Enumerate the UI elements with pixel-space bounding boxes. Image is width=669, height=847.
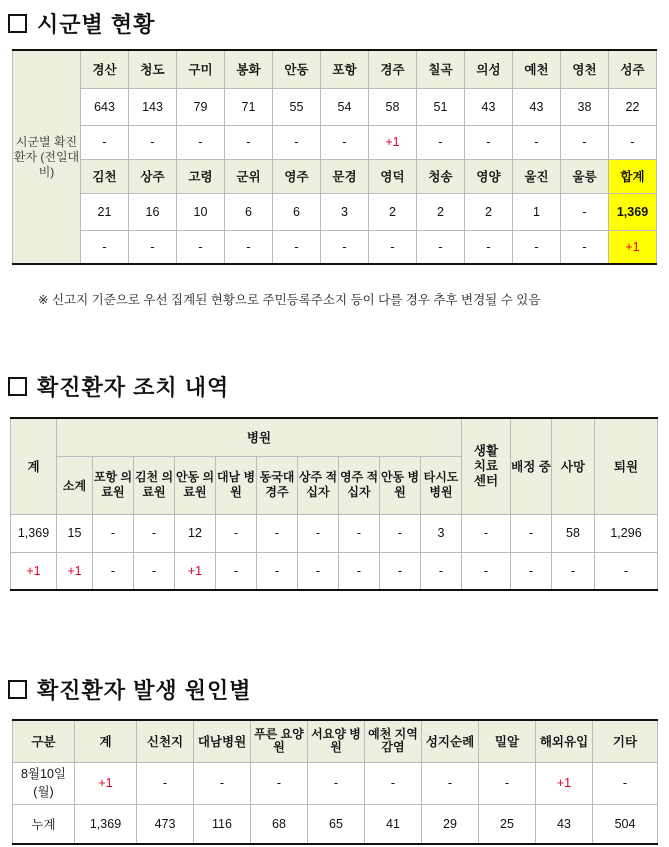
city-name: 의성 bbox=[465, 50, 513, 88]
measure-cell: - bbox=[216, 514, 257, 552]
cause-cell: +1 bbox=[536, 762, 593, 804]
city-total: 71 bbox=[225, 88, 273, 125]
header-life-center: 생활 치료 센터 bbox=[462, 418, 511, 514]
header-hospital-sub: 영주 적십자 bbox=[339, 456, 380, 514]
row-label-cumulative: 누계 bbox=[13, 804, 75, 844]
header-hospital-sub: 김천 의료원 bbox=[134, 456, 175, 514]
measure-change: - bbox=[298, 552, 339, 590]
city-total: 2 bbox=[417, 193, 465, 230]
city-total: 55 bbox=[273, 88, 321, 125]
city-total: 2 bbox=[369, 193, 417, 230]
cause-header: 푸른 요양원 bbox=[251, 720, 308, 762]
header-hospital-sub: 대남 병원 bbox=[216, 456, 257, 514]
city-name: 경산 bbox=[81, 50, 129, 88]
header-subtotal: 소계 bbox=[57, 456, 93, 514]
city-name: 영양 bbox=[465, 159, 513, 193]
side-label: 시군별 확진환자 (전일대비) bbox=[13, 50, 81, 264]
patient-measures-table bbox=[10, 417, 658, 591]
city-name: 김천 bbox=[81, 159, 129, 193]
measure-change: - bbox=[421, 552, 462, 590]
cause-cell: 1,369 bbox=[75, 804, 137, 844]
city-change: - bbox=[609, 125, 657, 159]
city-change: - bbox=[129, 230, 177, 264]
city-total: 58 bbox=[369, 88, 417, 125]
cause-cell: - bbox=[422, 762, 479, 804]
city-name: 경주 bbox=[369, 50, 417, 88]
city-total: 16 bbox=[129, 193, 177, 230]
city-total: 6 bbox=[225, 193, 273, 230]
city-total: 38 bbox=[561, 88, 609, 125]
city-total: 43 bbox=[465, 88, 513, 125]
cause-cell: - bbox=[308, 762, 365, 804]
cause-header: 성지순례 bbox=[422, 720, 479, 762]
measure-change: +1 bbox=[11, 552, 57, 590]
city-total: 3 bbox=[321, 193, 369, 230]
city-total: 143 bbox=[129, 88, 177, 125]
city-name: 상주 bbox=[129, 159, 177, 193]
grand-total-change: +1 bbox=[609, 230, 657, 264]
cause-cell: 473 bbox=[137, 804, 194, 844]
cause-cell: - bbox=[365, 762, 422, 804]
checkbox-square-icon bbox=[8, 377, 27, 396]
section-title-measures bbox=[8, 371, 229, 402]
city-total: 54 bbox=[321, 88, 369, 125]
header-hospital: 병원 bbox=[57, 418, 462, 456]
cause-cell: +1 bbox=[75, 762, 137, 804]
cause-cell: - bbox=[251, 762, 308, 804]
city-change: - bbox=[513, 230, 561, 264]
cause-cell: - bbox=[194, 762, 251, 804]
measure-change: +1 bbox=[57, 552, 93, 590]
grand-total-label: 합계 bbox=[609, 159, 657, 193]
cause-header: 서요양 병원 bbox=[308, 720, 365, 762]
measure-cell: - bbox=[511, 514, 552, 552]
cause-cell: 43 bbox=[536, 804, 593, 844]
city-total: - bbox=[561, 193, 609, 230]
city-total: 10 bbox=[177, 193, 225, 230]
header-hospital-sub: 동국대 경주 bbox=[257, 456, 298, 514]
city-change: - bbox=[561, 230, 609, 264]
measure-cell: - bbox=[134, 514, 175, 552]
measure-change: - bbox=[595, 552, 658, 590]
city-change: - bbox=[129, 125, 177, 159]
city-change: - bbox=[225, 230, 273, 264]
city-change: - bbox=[81, 125, 129, 159]
measure-change: - bbox=[380, 552, 421, 590]
cause-header: 구분 bbox=[13, 720, 75, 762]
city-change: - bbox=[465, 230, 513, 264]
city-name: 영덕 bbox=[369, 159, 417, 193]
section-title-text: 확진환자 조치 내역 bbox=[37, 375, 230, 400]
cause-cell: - bbox=[137, 762, 194, 804]
measure-change: - bbox=[552, 552, 595, 590]
cause-cell: 65 bbox=[308, 804, 365, 844]
measure-change: - bbox=[93, 552, 134, 590]
city-name: 성주 bbox=[609, 50, 657, 88]
city-change: - bbox=[561, 125, 609, 159]
measure-cell: 15 bbox=[57, 514, 93, 552]
section-title-causes bbox=[8, 674, 252, 705]
city-change: - bbox=[273, 125, 321, 159]
row-label-date: 8월10일 (월) bbox=[13, 762, 75, 804]
measure-cell: - bbox=[380, 514, 421, 552]
measure-cell: - bbox=[339, 514, 380, 552]
measure-cell: 1,296 bbox=[595, 514, 658, 552]
measure-cell: - bbox=[257, 514, 298, 552]
cause-header: 밀알 bbox=[479, 720, 536, 762]
header-hospital-sub: 상주 적십자 bbox=[298, 456, 339, 514]
measure-cell: - bbox=[298, 514, 339, 552]
section-title-text: 시군별 현황 bbox=[37, 12, 156, 37]
city-name: 청송 bbox=[417, 159, 465, 193]
city-total: 43 bbox=[513, 88, 561, 125]
city-total: 6 bbox=[273, 193, 321, 230]
cause-cell: 29 bbox=[422, 804, 479, 844]
section-title-by-city bbox=[8, 8, 155, 39]
header-discharge: 퇴원 bbox=[595, 418, 658, 514]
header-death: 사망 bbox=[552, 418, 595, 514]
city-change: - bbox=[177, 230, 225, 264]
city-name: 울진 bbox=[513, 159, 561, 193]
cause-cell: 68 bbox=[251, 804, 308, 844]
city-change: - bbox=[417, 230, 465, 264]
cause-cell: 25 bbox=[479, 804, 536, 844]
cause-header: 대남병원 bbox=[194, 720, 251, 762]
measure-cell: 58 bbox=[552, 514, 595, 552]
cause-header: 계 bbox=[75, 720, 137, 762]
cause-header: 예천 지역감염 bbox=[365, 720, 422, 762]
checkbox-square-icon bbox=[8, 680, 27, 699]
header-hospital-sub: 안동 의료원 bbox=[175, 456, 216, 514]
measure-cell: 1,369 bbox=[11, 514, 57, 552]
city-total: 79 bbox=[177, 88, 225, 125]
city-change: - bbox=[465, 125, 513, 159]
measure-change: - bbox=[216, 552, 257, 590]
header-assigning: 배정 중 bbox=[511, 418, 552, 514]
measure-change: - bbox=[339, 552, 380, 590]
measure-change: - bbox=[462, 552, 511, 590]
measure-cell: 3 bbox=[421, 514, 462, 552]
city-name: 봉화 bbox=[225, 50, 273, 88]
header-hospital-sub: 안동 병원 bbox=[380, 456, 421, 514]
city-name: 안동 bbox=[273, 50, 321, 88]
cause-cell: - bbox=[593, 762, 658, 804]
city-name: 문경 bbox=[321, 159, 369, 193]
city-change: - bbox=[513, 125, 561, 159]
cause-cell: - bbox=[479, 762, 536, 804]
section-title-text: 확진환자 발생 원인별 bbox=[37, 678, 252, 703]
city-change: - bbox=[273, 230, 321, 264]
city-name: 예천 bbox=[513, 50, 561, 88]
measure-cell: - bbox=[93, 514, 134, 552]
city-change: - bbox=[177, 125, 225, 159]
city-name: 청도 bbox=[129, 50, 177, 88]
city-change: - bbox=[417, 125, 465, 159]
city-change: - bbox=[369, 230, 417, 264]
city-name: 울릉 bbox=[561, 159, 609, 193]
city-total: 643 bbox=[81, 88, 129, 125]
cause-cell: 41 bbox=[365, 804, 422, 844]
city-name: 영주 bbox=[273, 159, 321, 193]
city-change: +1 bbox=[369, 125, 417, 159]
city-change: - bbox=[81, 230, 129, 264]
measure-cell: - bbox=[462, 514, 511, 552]
header-hospital-sub: 포항 의료원 bbox=[93, 456, 134, 514]
city-total: 2 bbox=[465, 193, 513, 230]
city-name: 군위 bbox=[225, 159, 273, 193]
city-status-table bbox=[12, 49, 657, 265]
city-change: - bbox=[321, 230, 369, 264]
city-name: 포항 bbox=[321, 50, 369, 88]
city-total: 51 bbox=[417, 88, 465, 125]
footnote: ※ 신고지 기준으로 우선 집계된 현황으로 주민등록주소지 등이 다를 경우 추후 변경될 수 있음 bbox=[38, 293, 541, 307]
cause-header: 신천지 bbox=[137, 720, 194, 762]
city-name: 고령 bbox=[177, 159, 225, 193]
city-name: 영천 bbox=[561, 50, 609, 88]
city-change: - bbox=[321, 125, 369, 159]
city-total: 22 bbox=[609, 88, 657, 125]
header-hospital-sub: 타시도 병원 bbox=[421, 456, 462, 514]
grand-total-value: 1,369 bbox=[609, 193, 657, 230]
measure-change: +1 bbox=[175, 552, 216, 590]
measure-change: - bbox=[134, 552, 175, 590]
city-total: 21 bbox=[81, 193, 129, 230]
cause-header: 기타 bbox=[593, 720, 658, 762]
header-total: 계 bbox=[11, 418, 57, 514]
measure-change: - bbox=[257, 552, 298, 590]
causes-table bbox=[12, 719, 658, 845]
cause-header: 해외유입 bbox=[536, 720, 593, 762]
city-name: 칠곡 bbox=[417, 50, 465, 88]
cause-cell: 504 bbox=[593, 804, 658, 844]
city-name: 구미 bbox=[177, 50, 225, 88]
city-total: 1 bbox=[513, 193, 561, 230]
checkbox-square-icon bbox=[8, 14, 27, 33]
cause-cell: 116 bbox=[194, 804, 251, 844]
city-change: - bbox=[225, 125, 273, 159]
measure-cell: 12 bbox=[175, 514, 216, 552]
measure-change: - bbox=[511, 552, 552, 590]
